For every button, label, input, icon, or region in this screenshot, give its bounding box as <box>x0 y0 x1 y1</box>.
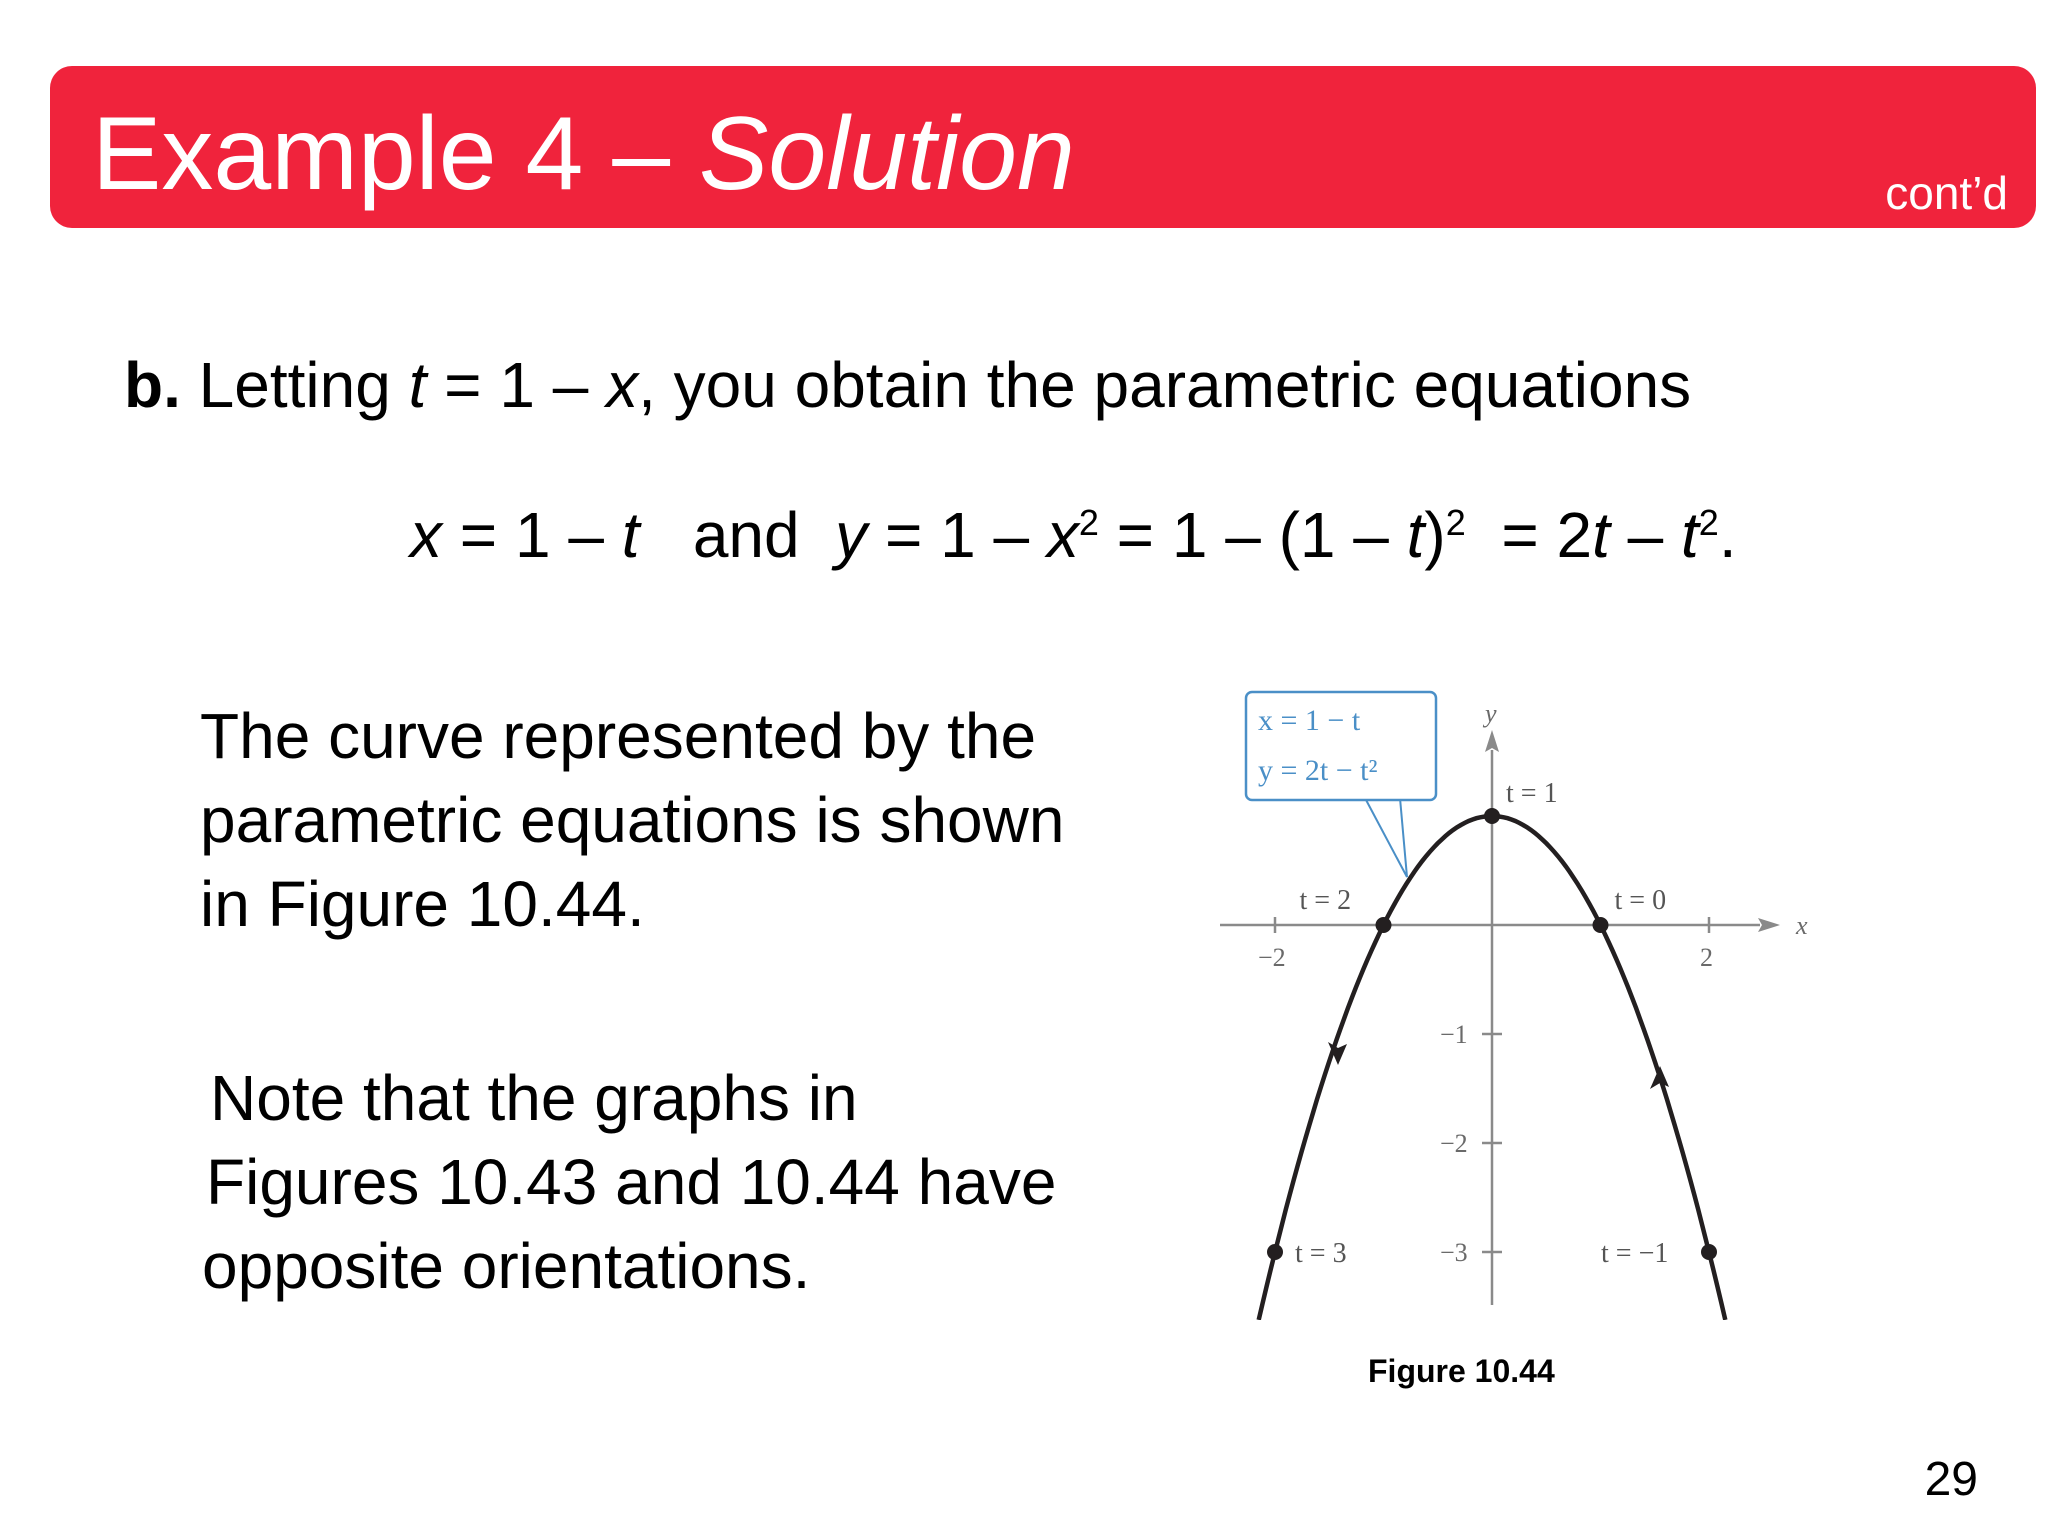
eq-text: . <box>1718 499 1737 571</box>
y-tick-label: −2 <box>1440 1129 1468 1158</box>
part-b-label: b. <box>124 349 181 421</box>
part-b-text: Letting <box>180 349 409 421</box>
curve-point <box>1376 917 1392 933</box>
eq-exponent: 2 <box>1078 502 1099 543</box>
eq-text: – <box>1609 499 1681 571</box>
curve-point <box>1267 1244 1283 1260</box>
eq-var: t <box>621 499 640 571</box>
point-label: t = 1 <box>1506 778 1558 809</box>
eq-text: = 1 – <box>867 499 1047 571</box>
paragraph-line: parametric equations is shown <box>200 784 1065 856</box>
title-italic: Solution <box>699 96 1075 212</box>
continued-label: cont’d <box>1885 167 2008 219</box>
paragraph-line: opposite orientations. <box>202 1230 811 1302</box>
paragraph-line: Figures 10.43 and 10.44 have <box>206 1146 1057 1218</box>
y-axis-label: y <box>1485 699 1497 728</box>
paragraph-line: Note that the graphs in <box>210 1062 858 1134</box>
parabola-figure <box>1200 680 1840 1320</box>
eq-var: t <box>1592 499 1610 571</box>
paragraph-line: in Figure 10.44. <box>200 868 645 940</box>
slide-title <box>92 94 1075 214</box>
paragraph-line: The curve represented by the <box>200 700 1037 772</box>
eq-text: = 1 – (1 – <box>1098 499 1407 571</box>
curve-point <box>1484 808 1500 824</box>
callout-line-2: y = 2t − t² <box>1258 754 1378 787</box>
y-tick-label: −1 <box>1440 1020 1468 1049</box>
eq-var: t <box>1681 499 1699 571</box>
orientation-arrow <box>1650 1066 1669 1089</box>
x-tick-label: −2 <box>1258 943 1286 972</box>
eq-text: ) <box>1424 499 1446 571</box>
curve-point <box>1701 1244 1717 1260</box>
point-label: t = −1 <box>1601 1238 1669 1269</box>
eq-text: = 2 <box>1465 499 1593 571</box>
eq-exponent: 2 <box>1445 502 1466 543</box>
curve-point <box>1593 917 1609 933</box>
eq-var: x <box>1046 499 1079 571</box>
y-tick-label: −3 <box>1440 1238 1468 1267</box>
eq-var: x <box>410 499 442 571</box>
eq-text: = 1 – <box>442 499 622 571</box>
x-axis-arrow <box>1758 918 1780 932</box>
point-label: t = 3 <box>1295 1238 1347 1269</box>
y-axis-arrow <box>1485 730 1499 752</box>
part-b-statement <box>124 348 1691 422</box>
title-main: Example 4 – <box>92 96 699 212</box>
figure-caption: Figure 10.44 <box>1368 1353 1555 1389</box>
var-x: x <box>606 349 639 421</box>
point-label: t = 2 <box>1299 885 1352 916</box>
parametric-equations <box>410 498 1737 572</box>
page-number: 29 <box>1924 1453 1978 1506</box>
part-b-text: = 1 – <box>426 349 607 421</box>
eq-var: y <box>835 499 868 571</box>
point-label: t = 0 <box>1614 885 1667 916</box>
eq-var: t <box>1406 499 1425 571</box>
callout-pointer-line <box>1365 798 1407 877</box>
eq-exponent: 2 <box>1698 502 1719 543</box>
x-axis-label: x <box>1796 911 1808 940</box>
eq-text: and <box>639 499 836 571</box>
paragraph-orientation <box>202 1056 1170 1308</box>
x-tick-label: 2 <box>1700 943 1713 972</box>
callout-line-1: x = 1 − t <box>1258 704 1361 737</box>
part-b-text: , you obtain the parametric equations <box>638 349 1692 421</box>
title-bar <box>50 66 2036 228</box>
paragraph-curve <box>200 694 1160 946</box>
var-t: t <box>408 349 427 421</box>
